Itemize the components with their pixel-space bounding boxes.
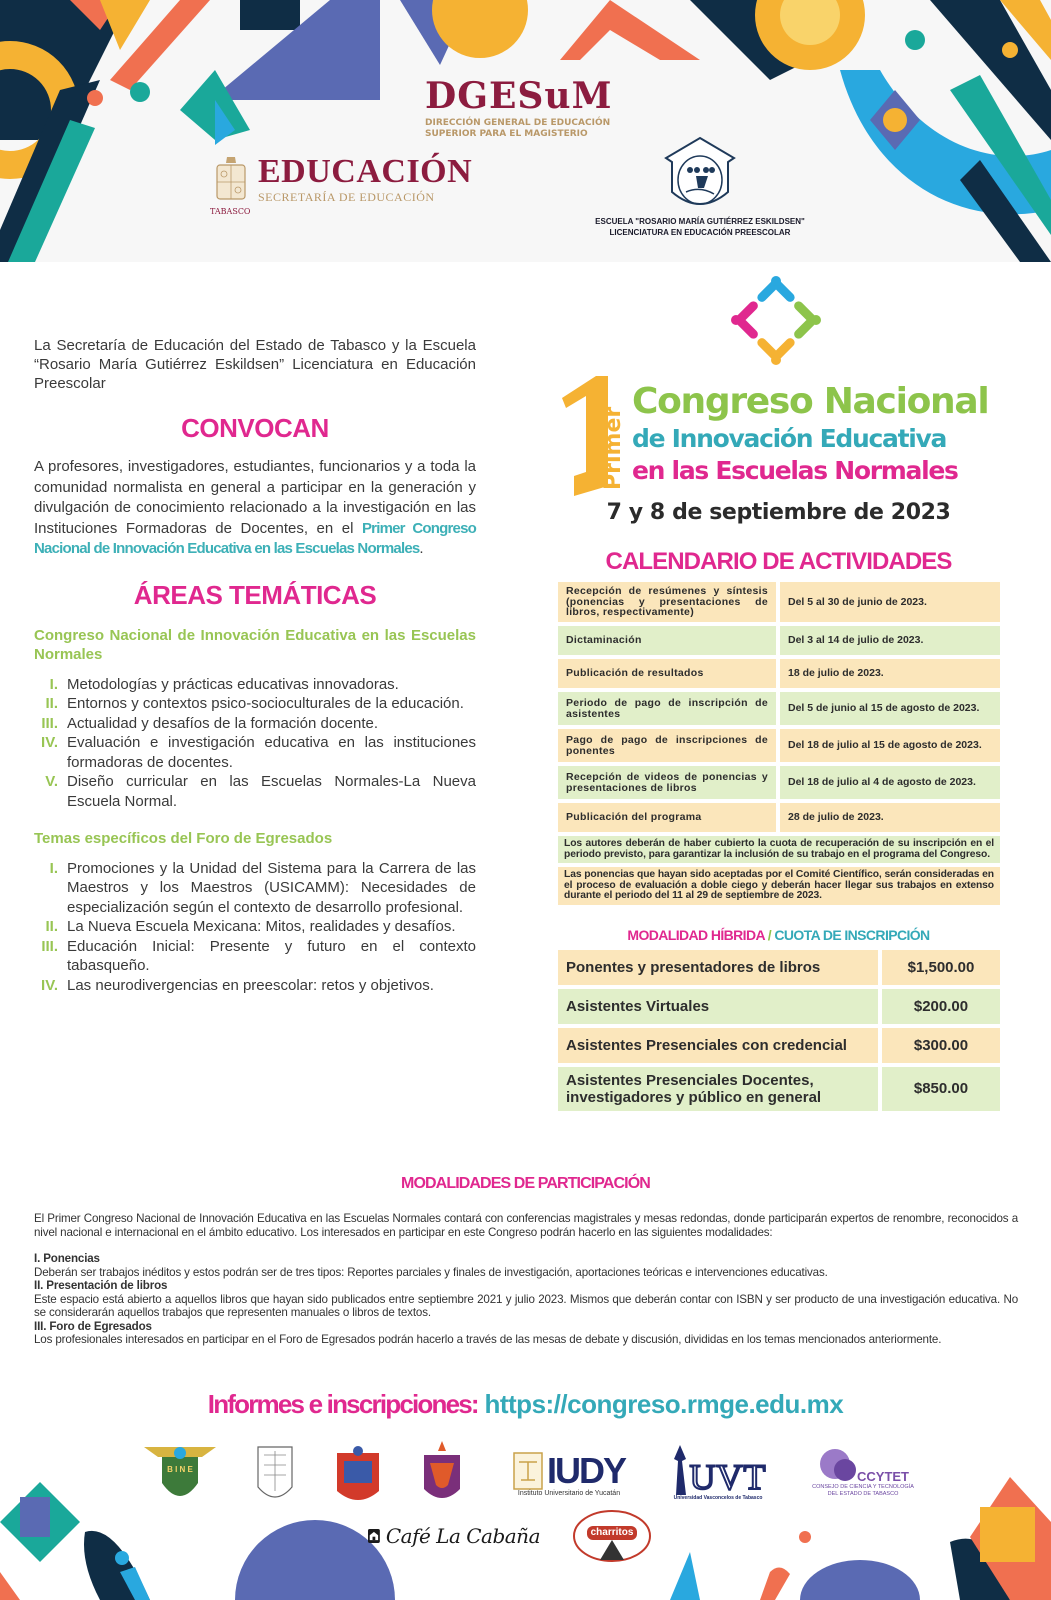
uvt-name: UVT — [689, 1457, 767, 1497]
table-row — [558, 989, 1000, 1024]
right-column — [556, 276, 1001, 1115]
escuela-name-1: ESCUELA "ROSARIO MARÍA GUTIÉRREZ ESKILDSEN" — [595, 217, 805, 226]
table-row — [558, 950, 1000, 985]
title-line-3: en las Escuelas Normales — [632, 456, 958, 485]
ccytet-name: CCYTET — [857, 1469, 909, 1484]
item-number: III. — [41, 714, 58, 732]
event-dates: 7 y 8 de septiembre de 2023 — [606, 500, 951, 525]
date-cell: 18 de julio de 2023. — [780, 659, 1000, 688]
foro-topics-list — [34, 859, 476, 996]
item-number: I. — [49, 675, 58, 693]
fees-heading-modalidad: MODALIDAD HÍBRIDA — [627, 926, 765, 943]
item-number: I. — [49, 859, 58, 877]
sponsor-benemerita-logo — [333, 1442, 383, 1508]
ccytet-emblem-icon — [817, 1448, 857, 1484]
ccytet-caption-2: DEL ESTADO DE TABASCO — [827, 1491, 899, 1497]
informes-line — [0, 1388, 1051, 1420]
fee-category: Ponentes y presentadores de libros — [558, 950, 878, 985]
table-row — [558, 659, 1000, 688]
calendar-table — [558, 582, 1000, 905]
calendar-note-extenso: Las ponencias que hayan sido aceptadas por el Comité Científico, serán consideradas en el proceso de evaluación a doble ciego y deberán hacer llegar sus trabajos en extenso durante el periodo del 11 al 29 de septiembre de 2023. — [558, 867, 1000, 905]
informes-label: Informes e inscripciones: — [207, 1389, 478, 1419]
educacion-subtitle: SECRETARÍA DE EDUCACIÓN — [258, 190, 435, 204]
dgesum-name: DGESuM — [425, 75, 613, 117]
modalidad-text: Deberán ser trabajos inéditos y estos podrán ser de tres tipos: Reportes parciales y finales de investigación, aportaciones teóricas e intervenciones educativas. — [34, 1265, 828, 1279]
table-row — [558, 803, 1000, 832]
foro-heading: Temas específicos del Foro de Egresados — [34, 830, 333, 847]
date-cell: Del 18 de julio al 4 de agosto de 2023. — [780, 766, 1000, 799]
activity-cell: Dictaminación — [558, 626, 776, 655]
item-text: Actualidad y desafíos de la formación docente. — [67, 714, 379, 732]
title-line-1: Congreso Nacional — [632, 381, 989, 422]
date-cell: Del 5 de junio al 15 de agosto de 2023. — [780, 692, 1000, 725]
item-text: Entornos y contextos psico-socioculturales de la educación. — [67, 695, 464, 712]
item-number: V. — [45, 773, 58, 790]
iudy-caption: Instituto Universitario de Yucatán — [517, 1490, 621, 1497]
ccytet-caption-1: CONSEJO DE CIENCIA Y TECNOLOGÍA — [812, 1484, 914, 1490]
dgesum-subtitle-1: DIRECCIÓN GENERAL DE EDUCACIÓN — [425, 118, 611, 128]
sponsor-charritos-logo — [572, 1510, 652, 1562]
congreso-highlight: Primer Congreso Nacional de Innovación Educativa en las Escuelas Normales — [34, 519, 477, 557]
fees-heading — [556, 927, 1001, 944]
item-number: III. — [41, 937, 58, 955]
congreso-emblem-icon — [726, 276, 826, 366]
fee-price: $200.00 — [882, 989, 1000, 1024]
sponsor-bine-logo — [142, 1442, 218, 1512]
table-row — [558, 626, 1000, 655]
sponsor-shield-logo — [420, 1440, 464, 1508]
convocan-end: . — [419, 540, 424, 557]
uvt-caption: Universidad Vasconcelos de Tabasco — [673, 1495, 763, 1501]
sponsor-crest-logo — [250, 1440, 300, 1508]
tabasco-crest-icon — [210, 155, 251, 216]
modalidad-title: III. Foro de Egresados — [34, 1319, 152, 1333]
item-text: Diseño curricular en las Escuelas Normales-La Nueva Escuela Normal. — [67, 773, 476, 810]
activity-cell: Periodo de pago de inscripción de asistentes — [558, 692, 776, 725]
date-cell: Del 3 al 14 de julio de 2023. — [780, 626, 1000, 655]
list-item — [34, 772, 476, 811]
table-row — [558, 729, 1000, 762]
activity-cell: Pago de pago de inscripciones de ponentes — [558, 729, 776, 762]
activity-cell: Recepción de resúmenes y síntesis (ponencias y presentaciones de libros, respectivamente) — [558, 582, 776, 622]
list-item — [34, 694, 476, 714]
convocan-body: A profesores, investigadores, estudiantes, funcionarios y a toda la comunidad normalista en general a participar en la generación y divulgación de conocimiento relacionado a la investigación en las Instituciones Formadoras de Docentes, en el — [34, 458, 476, 537]
table-row — [558, 692, 1000, 725]
sponsor-uvt-logo — [658, 1440, 778, 1506]
sponsor-iudy-logo — [504, 1444, 634, 1506]
fee-category: Asistentes Presenciales con credencial — [558, 1028, 878, 1063]
primer-label: Primer — [601, 406, 626, 490]
sponsor-cafe-la-cabana-logo — [368, 1514, 540, 1558]
item-number: II. — [45, 918, 58, 935]
item-text: Metodologías y prácticas educativas innovadoras. — [67, 675, 399, 693]
uvt-torch-icon — [670, 1445, 690, 1495]
item-text: La Nueva Escuela Mexicana: Mitos, realidades y desafíos. — [67, 918, 456, 935]
item-text: Promociones y la Unidad del Sistema para la Carrera de las Maestros y los Maestros (USICAMM): Necesidades de especialización según el contexto de desarrollo profesional. — [67, 859, 476, 916]
fee-price: $850.00 — [882, 1067, 1000, 1111]
modalidad-text: Este espacio está abierto a aquellos libros que hayan sido publicados entre septiembre 2021 y julio 2023. Mismos que deberán contar con ISBN y ser producto de una investigación educativa. No se considerarán aquellos trabajos que representen manuales o libros de textos. — [34, 1292, 1018, 1319]
title-line-2: de Innovación Educativa — [632, 424, 947, 453]
fees-table — [558, 950, 1000, 1111]
table-row — [558, 1067, 1000, 1111]
escuela-logo — [570, 136, 830, 238]
congreso-areas-heading: Congreso Nacional de Innovación Educativa en las Escuelas Normales — [34, 626, 476, 663]
charritos-name: charritos — [587, 1526, 638, 1540]
escuela-seal-icon — [662, 136, 738, 212]
event-title — [556, 368, 1001, 496]
areas-heading: ÁREAS TEMÁTICAS — [133, 579, 377, 610]
modalidades-heading: MODALIDADES DE PARTICIPACIÓN — [401, 1175, 650, 1192]
fee-price: $1,500.00 — [882, 950, 1000, 985]
tabasco-label: TABASCO — [210, 207, 251, 216]
modalidades-intro: El Primer Congreso Nacional de Innovación Educativa en las Escuelas Normales contará con conferencias magistrales y mesas redondas, donde participarán expertos de renombre, reconocidos a nivel nacional e internacional en el ámbito educativo. Los interesados en participar en este Congreso podrán hacerlo en las siguientes modalidades: — [34, 1212, 1018, 1239]
modalidad-text: Los profesionales interesados en participar en el Foro de Egresados podrán hacerlo a través de las mesas de debate y discusión, divididas en los temas mencionados anteriormente. — [34, 1333, 942, 1346]
table-row — [558, 582, 1000, 622]
item-text: Educación Inicial: Presente y futuro en el contexto tabasqueño. — [67, 937, 476, 974]
sponsor-footer — [0, 1440, 1051, 1600]
activity-cell: Publicación del programa — [558, 803, 776, 832]
list-item — [34, 917, 476, 937]
table-row — [558, 766, 1000, 799]
activity-cell: Publicación de resultados — [558, 659, 776, 688]
modalidad-title: II. Presentación de libros — [34, 1279, 168, 1292]
calendar-heading: CALENDARIO DE ACTIVIDADES — [605, 548, 952, 575]
fees-heading-separator: / — [767, 926, 772, 943]
educacion-name: EDUCACIÓN — [258, 153, 473, 190]
item-number: IV. — [41, 976, 58, 994]
escuela-name-2: LICENCIATURA EN EDUCACIÓN PREESCOLAR — [609, 228, 791, 237]
sponsor-ccytet-logo — [798, 1440, 928, 1506]
list-item — [34, 714, 476, 734]
congreso-areas-list — [34, 675, 476, 812]
item-number: IV. — [41, 734, 58, 751]
registration-link[interactable]: https://congreso.rmge.edu.mx — [484, 1389, 844, 1419]
item-number: II. — [45, 695, 58, 712]
cabana-house-icon — [368, 1516, 380, 1556]
date-cell: Del 5 al 30 de junio de 2023. — [780, 582, 1000, 622]
convocan-text — [34, 457, 476, 560]
table-row — [558, 1028, 1000, 1063]
list-item — [34, 976, 476, 996]
fee-category: Asistentes Virtuales — [558, 989, 878, 1024]
calendar-note-payment: Los autores deberán de haber cubierto la cuota de recuperación de su inscripción en el periodo previsto, para garantizar la inclusión de su trabajo en el programa del Congreso. — [558, 836, 1000, 863]
modalidad-title: I. Ponencias — [34, 1252, 100, 1265]
item-text: Evaluación e investigación educativa en las instituciones formadoras de docentes. — [67, 734, 476, 771]
fees-heading-cuota: CUOTA DE INSCRIPCIÓN — [774, 926, 930, 943]
convocan-heading: CONVOCAN — [181, 413, 329, 443]
iudy-name: IUDY — [546, 1450, 625, 1491]
item-text: Las neurodivergencias en preescolar: retos y objetivos. — [67, 976, 434, 994]
date-cell: Del 18 de julio al 15 de agosto de 2023. — [780, 729, 1000, 762]
fee-price: $300.00 — [882, 1028, 1000, 1063]
activity-cell: Recepción de videos de ponencias y presentaciones de libros — [558, 766, 776, 799]
list-item — [34, 733, 476, 772]
modalidades-section — [34, 1212, 1018, 1347]
iudy-glyph-icon — [513, 1452, 543, 1490]
bine-letters: B I N E — [167, 1465, 193, 1474]
intro-text: La Secretaría de Educación del Estado de Tabasco y la Escuela “Rosario María Gutiérrez Eskildsen” Licenciatura en Educación Preescolar — [34, 337, 476, 392]
header-banner — [0, 0, 1051, 262]
list-item — [34, 859, 476, 918]
list-item — [34, 937, 476, 976]
dgesum-subtitle-2: SUPERIOR PARA EL MAGISTERIO — [425, 129, 588, 139]
dgesum-logo — [425, 75, 613, 140]
date-cell: 28 de julio de 2023. — [780, 803, 1000, 832]
cafe-name: Café La Cabaña — [385, 1524, 540, 1548]
left-column — [34, 336, 476, 995]
educacion-logo — [210, 153, 473, 216]
fee-category: Asistentes Presenciales Docentes, investigadores y público en general — [558, 1067, 878, 1111]
list-item — [34, 675, 476, 695]
